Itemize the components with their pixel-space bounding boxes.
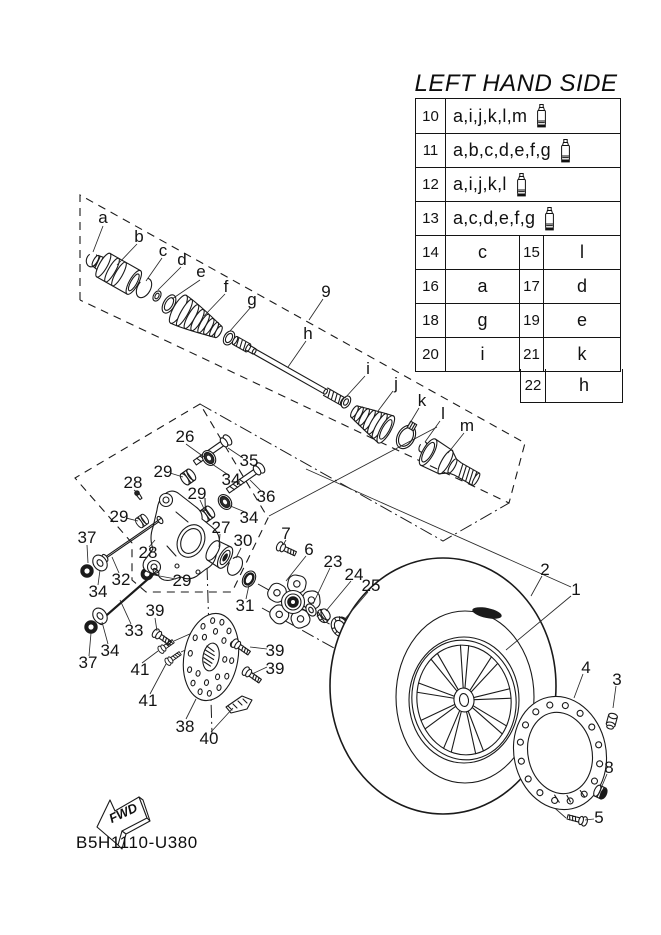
grease-tube-icon bbox=[535, 104, 548, 128]
nut-37a bbox=[81, 565, 93, 577]
callout-30: 30 bbox=[233, 531, 253, 550]
valve-stem-3 bbox=[605, 712, 618, 730]
row-letter: k bbox=[543, 338, 620, 371]
callout-26: 26 bbox=[175, 427, 195, 446]
row-items-text: a,c,d,e,f,g bbox=[453, 208, 536, 228]
part-h-axle-shaft bbox=[231, 336, 346, 407]
part-d-washer bbox=[151, 289, 163, 302]
row-letter: i bbox=[445, 338, 519, 371]
table-row bbox=[416, 337, 620, 371]
callout-7: 7 bbox=[281, 524, 291, 543]
part-m-outer-cv-joint bbox=[416, 436, 485, 493]
callout-i: i bbox=[366, 359, 370, 378]
callout-m: m bbox=[459, 416, 475, 435]
row-ref: 10 bbox=[422, 107, 439, 125]
grease-tube-icon bbox=[543, 207, 556, 231]
callout-8: 8 bbox=[604, 758, 614, 777]
callout-25: 25 bbox=[361, 576, 381, 595]
callout-1: 1 bbox=[571, 580, 581, 599]
row-items bbox=[445, 134, 619, 167]
row-letter: h bbox=[545, 369, 622, 402]
row-items-text: a,i,j,k,l,m bbox=[453, 105, 528, 126]
callout-l: l bbox=[441, 404, 445, 423]
callout-k: k bbox=[417, 391, 427, 410]
callout-37-1: 37 bbox=[77, 528, 97, 547]
callout-31: 31 bbox=[235, 596, 255, 615]
callout-39-2: 39 bbox=[265, 641, 285, 660]
callout-5: 5 bbox=[594, 808, 604, 827]
callout-34-4: 34 bbox=[100, 641, 120, 660]
row-items bbox=[445, 202, 619, 235]
callout-32: 32 bbox=[111, 570, 131, 589]
bolt-5 bbox=[566, 812, 588, 827]
part-b-inner-cv-joint bbox=[87, 248, 144, 296]
axle-nut-24 bbox=[315, 606, 333, 624]
disc-guard-bracket-40 bbox=[226, 696, 252, 713]
wheel-hub-6 bbox=[265, 574, 321, 631]
callout-c: c bbox=[158, 241, 168, 260]
callout-29-3: 29 bbox=[109, 507, 129, 526]
callout-h: h bbox=[303, 324, 313, 343]
row-ref: 18 bbox=[422, 312, 439, 329]
callout-40: 40 bbox=[199, 729, 219, 748]
row-letter: a bbox=[445, 270, 519, 303]
row-ref: 17 bbox=[519, 270, 543, 303]
row-ref: 14 bbox=[422, 244, 439, 261]
drawing-number: B5H1110-U380 bbox=[76, 833, 198, 852]
table-row bbox=[416, 201, 620, 235]
bolt-7 bbox=[275, 541, 297, 558]
row-items bbox=[445, 99, 619, 133]
knuckle-body bbox=[143, 491, 219, 580]
callout-34-1: 34 bbox=[221, 470, 241, 489]
table-row bbox=[416, 167, 620, 201]
row-ref: 20 bbox=[422, 346, 439, 363]
nut-34b bbox=[215, 492, 234, 512]
callout-4: 4 bbox=[581, 658, 591, 677]
page-title: LEFT HAND SIDE bbox=[414, 70, 618, 97]
callout-41-1: 41 bbox=[130, 660, 150, 679]
row-items-text: a,b,c,d,e,f,g bbox=[453, 140, 551, 160]
row-ref: 13 bbox=[422, 210, 439, 227]
callout-g: g bbox=[247, 290, 257, 309]
row-items-text: a,i,j,k,l bbox=[453, 174, 507, 194]
table-row bbox=[416, 235, 620, 269]
fwd-label: FWD bbox=[106, 799, 140, 826]
callout-e: e bbox=[196, 262, 206, 281]
row-ref: 22 bbox=[524, 376, 542, 394]
reference-table-main bbox=[415, 98, 621, 372]
callout-d: d bbox=[177, 250, 187, 269]
row-letter: c bbox=[445, 236, 519, 269]
row-ref: 15 bbox=[519, 236, 543, 269]
callout-39-1: 39 bbox=[145, 601, 165, 620]
row-ref: 16 bbox=[422, 278, 439, 295]
callout-24: 24 bbox=[344, 565, 364, 584]
row-ref: 11 bbox=[422, 142, 439, 159]
callout-9: 9 bbox=[321, 282, 331, 301]
bolt-39c bbox=[241, 666, 263, 686]
row-items bbox=[445, 168, 619, 201]
row-letter: l bbox=[543, 236, 620, 269]
callout-f: f bbox=[223, 277, 229, 296]
table-row bbox=[416, 269, 620, 303]
callout-23: 23 bbox=[323, 552, 343, 571]
table-row-tail bbox=[520, 369, 623, 403]
callout-39-3: 39 bbox=[265, 659, 285, 678]
table-row bbox=[416, 133, 620, 167]
grease-tube-icon bbox=[515, 173, 528, 197]
callout-a: a bbox=[98, 208, 108, 227]
callout-b: b bbox=[134, 227, 144, 246]
row-ref: 21 bbox=[519, 338, 543, 371]
callout-34-2: 34 bbox=[239, 508, 259, 527]
grease-tube-icon bbox=[559, 139, 572, 163]
callout-36: 36 bbox=[256, 487, 276, 506]
row-letter: e bbox=[543, 304, 620, 337]
bolt-41b bbox=[164, 650, 183, 667]
callout-33: 33 bbox=[124, 621, 144, 640]
callout-28-1: 28 bbox=[123, 473, 143, 492]
row-ref: 19 bbox=[519, 304, 543, 337]
callout-41-2: 41 bbox=[138, 691, 158, 710]
callout-38: 38 bbox=[175, 717, 195, 736]
callout-28-2: 28 bbox=[138, 543, 158, 562]
callout-27: 27 bbox=[211, 518, 231, 537]
row-letter: g bbox=[445, 304, 519, 337]
callout-35: 35 bbox=[239, 451, 259, 470]
table-row bbox=[416, 303, 620, 337]
callout-29-4: 29 bbox=[172, 571, 192, 590]
callout-j: j bbox=[394, 374, 398, 393]
callout-29-1: 29 bbox=[153, 462, 173, 481]
callout-3: 3 bbox=[612, 670, 622, 689]
callout-2: 2 bbox=[540, 560, 550, 579]
callout-37-2: 37 bbox=[78, 653, 98, 672]
nut-37b bbox=[85, 621, 97, 633]
callout-29-2: 29 bbox=[187, 484, 207, 503]
brake-disc-38 bbox=[177, 609, 245, 705]
callout-6: 6 bbox=[304, 540, 314, 559]
table-row bbox=[416, 99, 620, 133]
part-k-clamp bbox=[392, 421, 419, 452]
row-ref: 12 bbox=[422, 176, 439, 193]
callout-34-3: 34 bbox=[88, 582, 108, 601]
row-letter: d bbox=[543, 270, 620, 303]
